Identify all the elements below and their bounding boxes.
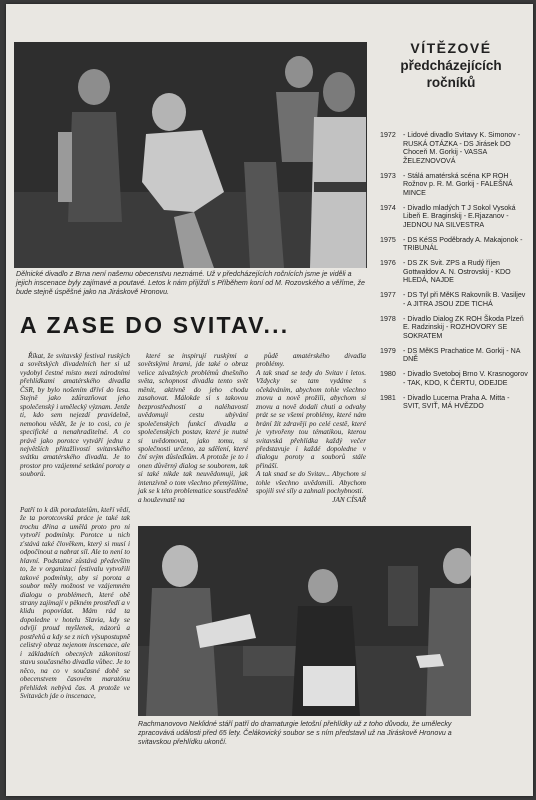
article-headline: A ZASE DO SVITAV... bbox=[20, 312, 290, 338]
article-column-2 bbox=[138, 352, 248, 504]
winner-text: - Divadlo mladých T J Sokol Vysoká Libeň E. Braginskij - E.Rjazanov - JEDNOU NA SILVESTRA bbox=[403, 203, 516, 229]
theatre-photo-top bbox=[14, 42, 367, 268]
article-column-1 bbox=[20, 352, 130, 479]
theatre-photo-bottom bbox=[138, 526, 471, 716]
winners-heading-line1: VÍTĚZOVÉ bbox=[410, 40, 492, 56]
winner-entry bbox=[380, 259, 528, 285]
winner-entry bbox=[380, 236, 528, 253]
winner-entry bbox=[380, 370, 528, 387]
winner-text: - Divadlo Svetoboj Brno V. Krasnogorov - TAK, KDO, K ČERTU, ODEJDE bbox=[403, 370, 528, 387]
top-photo-caption: Dělnické divadlo z Brna není našemu obecenstvu neznámé. Už v předcházejících ročnících jsme je viděli a jejich inscenace byly zajímavé a poutavé. Letos k nám přijíždí s Příběhem koní od M. Rozovského a věříme, že bude stejně úspěšné jako na Jiráskově Hronovu. bbox=[16, 270, 365, 297]
bottom-photo-caption: Rachmanovovo Neklidné stáří patří do dramaturgie letošní přehlídky už z toho důvodu, že umělecky zpracovává události před 65 lety. Čelákovický soubor se s ním představil už na Jiráskově Hronovu a svitavskou přehlídku ukončí. bbox=[138, 720, 452, 747]
winner-entry bbox=[380, 347, 528, 364]
magazine-page bbox=[6, 4, 533, 796]
theatre-scene-illustration bbox=[138, 526, 471, 716]
winner-text: - Stálá amatérská scéna KP ROH Rožnov p. R. M. Gorkij - FALEŠNÁ MINCE bbox=[403, 171, 513, 197]
article-column-1-continued bbox=[20, 506, 130, 700]
winner-year: 1981 bbox=[380, 393, 396, 402]
article-paragraph: Patří to k dík poradatelům, kteří vědí, že ta porotcovská práce je také tak trochu dřina a umělá proto pro ni vytvoří podmínky. Porotce u nich z'stává také člověkem, který si musí i odpočinout a nabrat síl. Ale to není to hlavní. Podstatné zůstává především to, že v organizaci festivalu vytvořili takové podmínky, aby si porota a soubor měly možnost ve vzájemném dialogu o problémech, které obě strany zajímají v pěkném prostředí a v klidu popovídat. Mám rád ta dopoledne v hotelu Slavia, kdy se odvíjí proud myšlenek, názorů a postřehů a kdy se z nich výsupostupně celistvý obraz nejenom inscenace, ale i základních obecných zákonitostí stavu současného divadla vůbec. Je to něco, na co v současné době se obecenstvem časovém maratónu přehlídek nebývá čas. A protože ve Svitavách jde o inscenace, bbox=[20, 506, 130, 700]
winner-entry bbox=[380, 204, 528, 230]
article-paragraph: půdě amatérského divadla problémy. A tak snad se tedy do Svitav i letos. Vždycky se tam vydáme s očekáváním, abychom tohle všechno znovu a nově prožili, abychom si znovu a nově dodali chuti a odvahy prát se se všemi problémy, které nám brání žít zdravěji po celé cestě, které je vytvořeny tou tématikou, kterou svitavská přehlídka každý večer představuje i každé dopoledne v dialogu poroty a souborů stále přináší. A tak snad se do Svitav... Abychom si tohle všechno uvědomili. Abychom spojili své síly a zahnali pochybnosti. bbox=[256, 352, 366, 496]
winner-year: 1973 bbox=[380, 171, 396, 180]
winner-text: - DS Tyl při MěKS Rakovník B. Vasiljev - A JITRA JSOU ZDE TICHÁ bbox=[403, 291, 526, 308]
article-paragraph: Říkat, že svitavský festival ruských a sovětských divadelních her si už vydobyl čestné místo mezi národními přehlídkami amatérského divadla ČSR, by bylo nošením dříví do lesa. Stejně jako zdůrazňovat jeho společenský i umělecký význam. Jenže ti, kdo sem nejezdí pravidelně, nemohou vědět, že je to cosi, co je specifické a nenahraditelné. A co právě jako porotce vytváří jednu z největších přitažlivostí svitavského svátku amatérského divadla. Je to prostor pro vzájemné setkání poroty a souborů. bbox=[20, 352, 130, 479]
winner-text: - DS KéSS Poděbrady A. Makajonok - TRIBUNÁL bbox=[403, 235, 523, 252]
winner-year: 1977 bbox=[380, 291, 396, 299]
winner-entry bbox=[380, 291, 528, 308]
winners-heading-line2: předcházejících bbox=[400, 58, 502, 73]
winner-text: - Divadlo Dialog ZK ROH Škoda Plzeň E. Radzinskij - ROZHOVORY SE SOKRATEM bbox=[403, 314, 524, 340]
winner-entry bbox=[380, 394, 528, 411]
winner-entry bbox=[380, 315, 528, 341]
winner-year: 1980 bbox=[380, 370, 396, 378]
winner-year: 1978 bbox=[380, 314, 396, 323]
article-column-3 bbox=[256, 352, 366, 504]
article-paragraph: které se inspirují ruskými a sovětskými hrami, jde také o obraz velice závažných problémů dnešního světa, schopnost divadla tento svět měnit, aktivně do jeho chodu zasahovat. Málokde si s takovou bezprostředností a naléhavostí uvědomuji cestu ubývání společenských funkcí divadla a společenských postav, které je nutné si uvědomovat, jako tomu, si společnosti určeno, za sdělení, které ční svým důsledkům. A protože je to i onen důvěrný dialog se souborem, tak si také nikde tak neuvědomuji, jak intenzívně o tom všechno přemýšlíme, jak se k této problematice soustředěně a houževnatě na bbox=[138, 352, 248, 504]
winners-heading-line3: ročníků bbox=[426, 75, 476, 90]
winner-text: - DS ZK Svit. ZPS a Rudý říjen Gottwaldov A. N. Ostrovskij - KDO HLEDÁ, NAJDE bbox=[403, 259, 511, 284]
winner-entry bbox=[380, 131, 528, 165]
winner-year: 1972 bbox=[380, 131, 396, 139]
winner-year: 1975 bbox=[380, 235, 396, 244]
winner-year: 1976 bbox=[380, 259, 396, 267]
winner-entry bbox=[380, 172, 528, 198]
article-signature: JAN CÍSAŘ bbox=[332, 495, 366, 504]
winner-year: 1979 bbox=[380, 346, 396, 355]
winner-text: - DS MěKS Prachatice M. Gorkij - NA DNĚ bbox=[403, 346, 521, 363]
winners-heading bbox=[376, 40, 526, 91]
theatre-scene-illustration bbox=[14, 42, 367, 268]
winners-list bbox=[380, 131, 528, 417]
winner-year: 1974 bbox=[380, 203, 396, 212]
winner-text: - Lidové divadlo Svitavy K. Simonov - RUSKÁ OTÁZKA - DS Jirásek DO Choceň M. Gorkij - VASSA ŽELEZNOVOVÁ bbox=[403, 131, 521, 165]
winner-text: - Divadlo Lucerna Praha A. Mitta - SVIT, SVIŤ, MÁ HVĚZDO bbox=[403, 393, 510, 410]
